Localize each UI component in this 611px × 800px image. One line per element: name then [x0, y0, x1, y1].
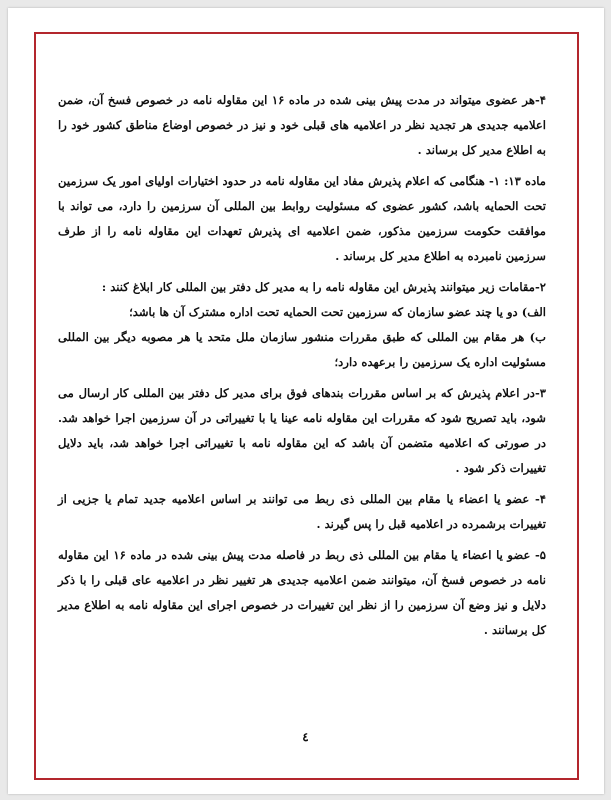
document-body [58, 88, 546, 643]
paragraph-text: ۲-مقامات زیر میتوانند پذیرش این مقاوله نامه را به مدیر کل دفتر بین المللی کار ابلاغ کنند : [101, 280, 546, 294]
article-13-label: ماده ۱۳: [504, 174, 546, 188]
paragraph-text: ۳-در اعلام پذیرش که بر اساس مقررات بندهای فوق برای مدیر کل دفتر بین المللی کار ارسال می شود، باید تصریح شود که مقررات این مقاوله نامه عینا یا با تغییراتی در آن سرزمین اجرا خواهد شد. در صورتی که اعلامیه متضمن آن باشد که این مقاوله نامه با تغییراتی اجرا خواهد شد، باید دلایل تغییرات ذکر شود . [58, 386, 546, 475]
paragraph-clause-2-item-alef [58, 300, 546, 325]
paragraph-text: ۱- هنگامی که اعلام پذیرش مفاد این مقاوله نامه در حدود اختیارات اولیای امور یک سرزمین تحت الحمایه باشد، کشور عضوی که مسئولیت روابط بین المللی آن سرزمین را دارد، می تواند با موافقت حکومت سرزمین مذکور، ضمن اعلامیه ای پذیرش تعهدات این مقاوله نامه را از طرف سرزمین نامبرده به اطلاع مدیر کل برساند . [58, 174, 546, 263]
paragraph-text: ۴- عضو یا اعضاء یا مقام بین المللی ذی ربط می توانند بر اساس اعلامیه جدید تمام یا جزیی از تغییرات برشمرده در اعلامیه قبل را پس گیرند . [58, 492, 546, 531]
paragraph-text: ۵- عضو یا اعضاء یا مقام بین المللی ذی ربط در فاصله مدت پیش بینی شده در ماده ۱۶ این مقاوله نامه در خصوص فسخ آن، میتوانند ضمن اعلامیه جدیدی هر تغییر نظر در اعلامیه عای قبلی را با ذکر دلایل و نیز وضع آن سرزمین را از نظر این تغییرات در خصوص اجرای این مقاوله نامه به اطلاع مدیر کل برسانند . [58, 548, 546, 637]
paragraph-article-12-clause-4 [58, 88, 546, 163]
paragraph-text: ب) هر مقام بین المللی که طبق مقررات منشور سازمان ملل متحد یا هر مصوبه دیگر بین المللی مسئولیت اداره یک سرزمین را برعهده دارد؛ [58, 330, 546, 369]
paragraph-text: الف) دو یا چند عضو سازمان که سرزمین تحت الحمایه تحت اداره مشترک آن ها باشد؛ [129, 305, 546, 319]
page-number: ٤ [302, 730, 309, 744]
paragraph-article-13-clause-4 [58, 487, 546, 537]
paragraph-article-13-clause-5 [58, 543, 546, 643]
paragraph-article-13-clause-3 [58, 381, 546, 481]
paragraph-text: ۴-هر عضوی میتواند در مدت پیش بینی شده در ماده ۱۶ این مقاوله نامه در خصوص فسخ آن، ضمن اعلامیه جدیدی هر تجدید نظر در اعلامیه های قبلی خود و نیز در خصوص اوضاع مناطق کشور خود را به اطلاع مدیر کل برساند . [58, 93, 546, 157]
paragraph-article-13-clause-2 [58, 275, 546, 300]
paragraph-article-13-clause-1 [58, 169, 546, 269]
paragraph-clause-2-item-be [58, 325, 546, 375]
